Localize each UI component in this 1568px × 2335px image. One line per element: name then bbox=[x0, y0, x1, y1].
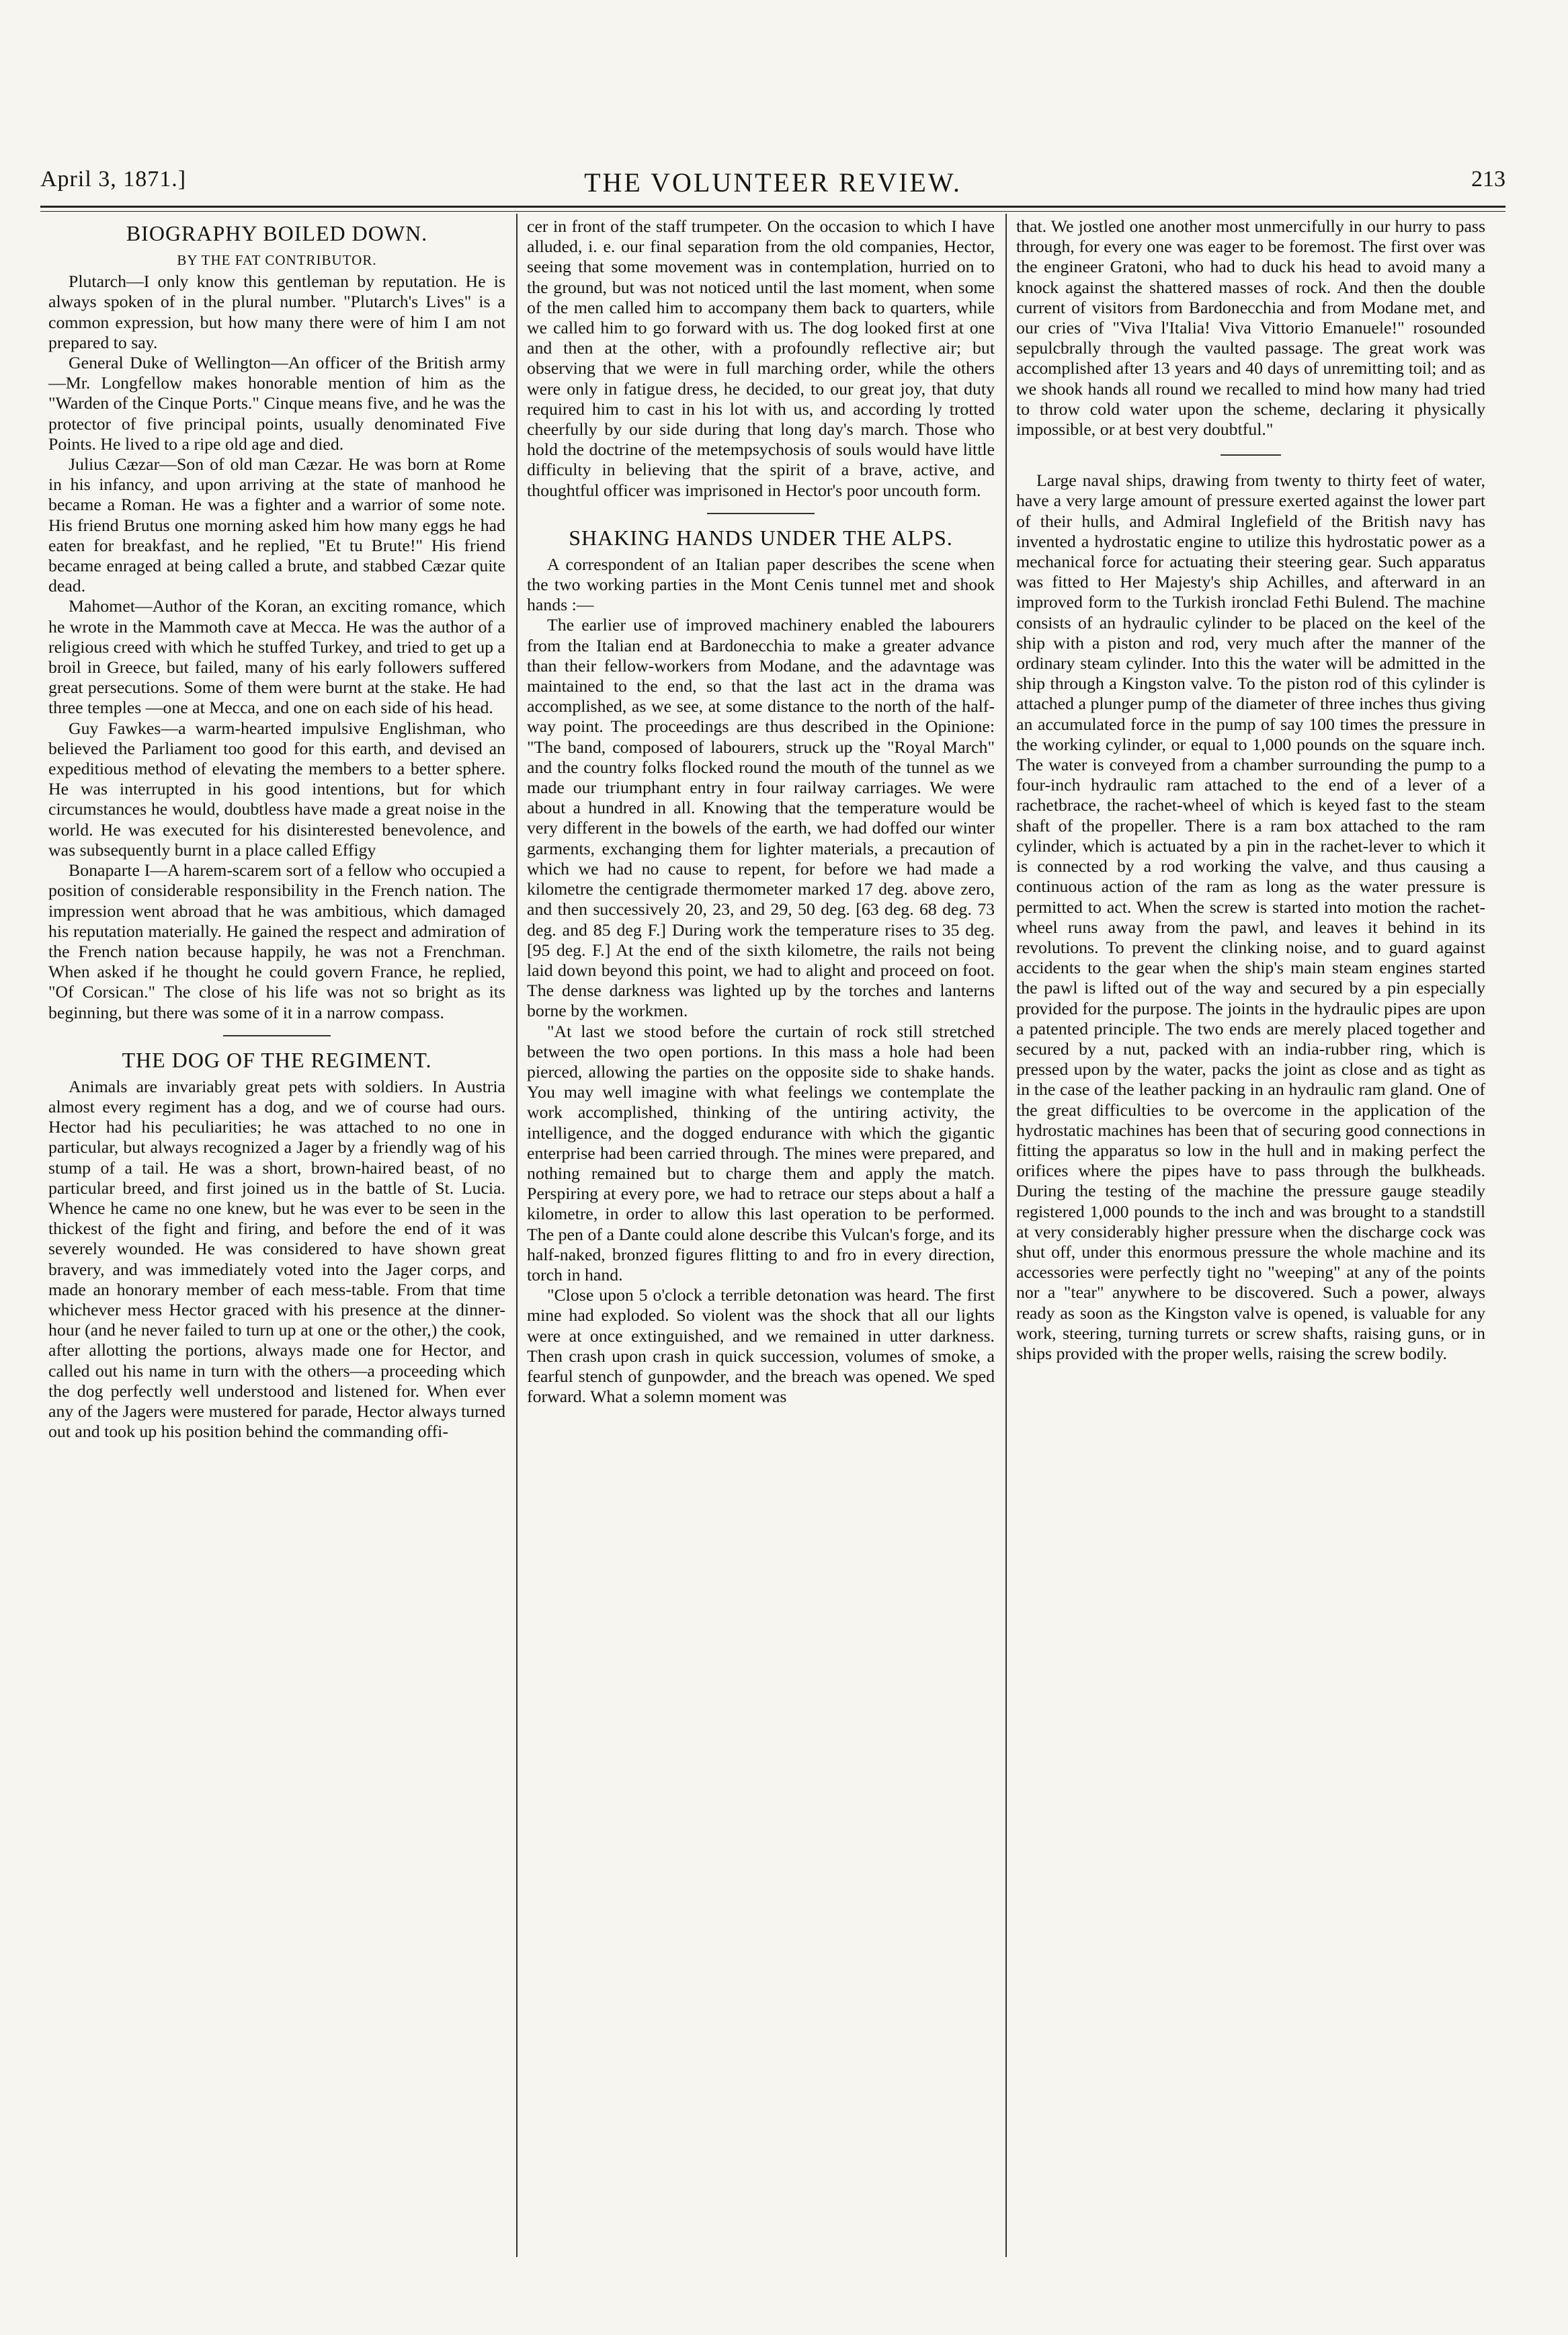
paragraph: Julius Cæzar—Son of old man Cæzar. He was born at Rome in his infancy, and upon arriving at the state of manhood he became a Roman. He was a fighter and a warrior of some note. His friend Brutus one morning asked him how many eggs he had eaten for breakfast, and he replied, "Et tu Brute!" His friend became enraged at being called a brute, and stabbed Cæzar quite dead. bbox=[48, 454, 505, 596]
publication-title: THE VOLUNTEER REVIEW. bbox=[584, 167, 962, 198]
column-divider bbox=[516, 214, 518, 2257]
column-1 bbox=[48, 216, 505, 2273]
page-header bbox=[40, 167, 1505, 200]
column-3 bbox=[1016, 216, 1485, 2273]
paragraph: "At last we stood before the curtain of rock still stretched between the two open portions. In this mass a hole had been pierced, allowing the parties on the opposite side to shake hands. You may well imagine with what feelings we contemplate the work accomplished, thinking of the untiring activity, the intelligence, and the dogged endurance with which the gigantic enterprise had been carried through. The mines were prepared, and nothing remained but to charge them and apply the match. Perspiring at every pore, we had to retrace our steps about a half a kilometre, in order to allow this last operation to be performed. The pen of a Dante could alone describe this Vulcan's forge, and its half-naked, bronzed figures flitting to and fro in every direction, torch in hand. bbox=[527, 1021, 995, 1284]
paragraph: Bonaparte I—A harem-scarem sort of a fellow who occupied a position of considerable responsibility in the French nation. The impression went abroad that he was ambitious, which damaged his reputation materially. He gained the respect and admiration of the French nation because happily, he was not a Frenchman. When asked if he thought he could govern France, he replied, "Of Corsican." The close of his life was not so bright as its beginning, but there was some of it in a narrow compass. bbox=[48, 860, 505, 1022]
paragraph: Animals are invariably great pets with soldiers. In Austria almost every regiment has a dog, and we of course had ours. Hector had his peculiarities; he was attached to no one in particular, but always recognized a Jager by a friendly wag of his stump of a tail. He was a short, brown-haired beast, of no particular breed, and first joined us in the battle of St. Lucia. Whence he came no one knew, but he was ever to be seen in the thickest of the fight and firing, and before the end of it was severely wounded. He was considered to have shown great bravery, and was immediately voted into the Jager corps, and made an honorary member of each mess-table. From that time whichever mess Hector graced with his presence at the dinner-hour (and he never failed to turn up at one or the other,) the cook, after allotting the portions, always made one for Hector, and called out his name in turn with the others—a proceeding which the dog perfectly well understood and listened for. When ever any of the Jagers were mustered for parade, Hector always turned out and took up his position behind the commanding offi- bbox=[48, 1076, 505, 1442]
paragraph: A correspondent of an Italian paper describes the scene when the two working parties in the Mont Cenis tunnel met and shook hands :— bbox=[527, 554, 995, 615]
paragraph: Mahomet—Author of the Koran, an exciting romance, which he wrote in the Mammoth cave at Mecca. He was the author of a religious creed with which he stuffed Turkey, and tried to get up a broil in Greece, but failed, many of his early followers suffered great persecutions. Some of them were burnt at the stake. He had three temples —one at Mecca, and one on each side of his head. bbox=[48, 596, 505, 718]
paragraph: "Close upon 5 o'clock a terrible detonation was heard. The first mine had exploded. So violent was the shock that all our lights were at once extinguished, and we remained in utter darkness. Then crash upon crash in quick succession, volumes of smoke, a fearful stench of gunpowder, and the breach was opened. We sped forward. What a solemn moment was bbox=[527, 1285, 995, 1407]
paragraph: Guy Fawkes—a warm-hearted impulsive Englishman, who believed the Parliament too good for this earth, and devised an expeditious method of elevating the members to a better sphere. He was interrupted in his good intentions, but for which circumstances he would, doubtless have made a great noise in the world. He was executed for his disinterested benevolence, and was subsequently burnt in a place called Effigy bbox=[48, 718, 505, 860]
section-divider bbox=[1221, 454, 1281, 456]
article-heading: THE DOG OF THE REGIMENT. bbox=[122, 1047, 432, 1072]
article-heading: BIOGRAPHY BOILED DOWN. bbox=[126, 221, 428, 245]
paragraph: General Duke of Wellington—An officer of the British army—Mr. Longfellow makes honorable mention of him as the "Warden of the Cinque Ports." Cinque means five, and he was the protector of five principal points, usually denominated Five Points. He lived to a ripe old age and died. bbox=[48, 353, 505, 454]
header-rule-thin bbox=[40, 211, 1505, 212]
page-number: 213 bbox=[1471, 167, 1505, 192]
paragraph: that. We jostled one another most unmercifully in our hurry to pass through, for every one was eager to be foremost. The first over was the engineer Gratoni, who had to duck his head to avoid many a knock against the shattered masses of rock. And then the double current of visitors from Bardonecchia and from Modane met, and our cries of "Viva l'Italia! Viva Vittorio Emanuele!" rosounded sepulcbrally through the vaulted passage. The great work was accomplished after 13 years and 40 days of unremitting toil; and as we shook hands all round we recalled to mind how many had tried to throw cold water upon the scheme, declaring it physically impossible, or at best very doubtful." bbox=[1016, 216, 1485, 440]
header-rule bbox=[40, 206, 1505, 208]
issue-date: April 3, 1871.] bbox=[40, 167, 187, 192]
paragraph: Large naval ships, drawing from twenty to thirty feet of water, have a very large amount of pressure exerted against the lower part of their hulls, and Admiral Inglefield of the British navy has invented a hydrostatic engine to utilize this hydrostatic power as a mechanical force for actuating their steering gear. Such apparatus was fitted to Her Majesty's ship Achilles, and afterward in an improved form to the Turkish ironclad Fethi Bulend. The machine consists of an hydraulic cylinder to be placed on the keel of the ship with a piston and rod, very much after the manner of the ordinary steam cylinder. Into this the water will be admitted in the ship through a Kingston valve. To the piston rod of this cylinder is attached a plunger pump of the diameter of three inches thus giving an accumulated force in the pump of say 100 times the pressure in the working cylinder, or equal to 1,000 pounds on the square inch. The water is conveyed from a chamber surrounding the pump to a four-inch hydraulic ram attached to the end of a lever of a rachetbrace, the rachet-wheel of which is keyed fast to the steam shaft of the propeller. There is a ram box attached to the ram cylinder, which is actuated by a pin in the rachet-lever to which it is connected by a rod working the valve, and thus causing a continuous action of the ram as long as the water pressure is permitted to act. When the screw is started into motion the rachet-wheel runs away from the pawl, and leaves it behind in its revolutions. To prevent the clinking noise, and to guard against accidents to the gear when the ship's main steam engines started the pawl is lifted out of the way and secured by a pin especially provided for the purpose. The joints in the hydraulic pipes are upon a patented principle. The two ends are merely placed together and secured by a nut, packed with an india-rubber ring, which is pressed upon by the water, packs the joint as close and as tight as in the case of the leather packing in an hydraulic ram gland. One of the great difficulties to be overcome in the application of the hydrostatic machines has been that of securing good connections in fitting the apparatus so low in the hull and in making perfect the orifices where the pipes have to pass through the bulkheads. During the testing of the machine the pressure gauge steadily registered 1,000 pounds to the inch and was brought to a standstill at very considerably higher pressure when the discharge cock was shut off, under this enormous pressure the whole machine and its accessories were perfectly tight no "weeping" at any of the points nor a "tear" anywhere to be discovered. Such a power, always ready as soon as the Kingston valve is opened, is valuable for any work, steering, turning turrets or screw shafts, raising guns, or in ships provided with the proper wells, raising the screw bodily. bbox=[1016, 470, 1485, 1363]
paragraph: The earlier use of improved machinery enabled the labourers from the Italian end at Bardonecchia to make a greater advance than their fellow-workers from Modane, and the adavntage was maintained to the end, so that the last act in the drama was accomplished, as we see, at some distance to the north of the half-way point. The proceedings are thus described in the Opinione: "The band, composed of labourers, struck up the "Royal March" and the country folks flocked round the mouth of the tunnel as we made our triumphant entry in four railway carriages. We were about a hundred in all. Knowing that the temperature would be very different in the bowels of the earth, we had doffed our winter garments, exchanging them for lighter materials, a precaution of which we had no cause to repent, for before we had made a kilometre the centigrade thermometer marked 17 deg. above zero, and then successively 20, 23, and 29, 50 deg. [63 deg. 68 deg. 73 deg. and 85 deg F.] During work the temperature rises to 35 deg. [95 deg. F.] At the end of the sixth kilometre, the rails not being laid down beyond this point, we had to alight and proceed on foot. The dense darkness was lighted up by the torches and lanterns borne by the workmen. bbox=[527, 615, 995, 1021]
column-divider bbox=[1005, 214, 1007, 2257]
article-heading: SHAKING HANDS UNDER THE ALPS. bbox=[569, 525, 953, 550]
section-divider bbox=[223, 1035, 331, 1036]
byline: BY THE FAT CONTRIBUTOR. bbox=[177, 252, 377, 268]
column-2 bbox=[527, 216, 995, 2273]
section-divider bbox=[707, 513, 815, 514]
paragraph: cer in front of the staff trumpeter. On the occasion to which I have alluded, i. e. our final separation from the old companies, Hector, seeing that some movement was in contemplation, hurried on to the ground, but was not noticed until the last moment, when some of the men called him to accompany them back to quarters, while we called him to go forward with us. The dog looked first at one and then at the other, with a profoundly reflective air; but observing that we were in full marching order, while the others were only in fatigue dress, he decided, to our great joy, that duty required him to cast in his lot with us, and according ly trotted cheerfully by our side during that long day's march. Those who hold the doctrine of the metempsychosis of souls would have little difficulty in believing that the spirit of a brave, active, and thoughtful officer was imprisoned in Hector's poor uncouth form. bbox=[527, 216, 995, 500]
paragraph: Plutarch—I only know this gentleman by reputation. He is always spoken of in the plural number. "Plutarch's Lives" is a common expression, but how many there were of him I am not prepared to say. bbox=[48, 272, 505, 352]
